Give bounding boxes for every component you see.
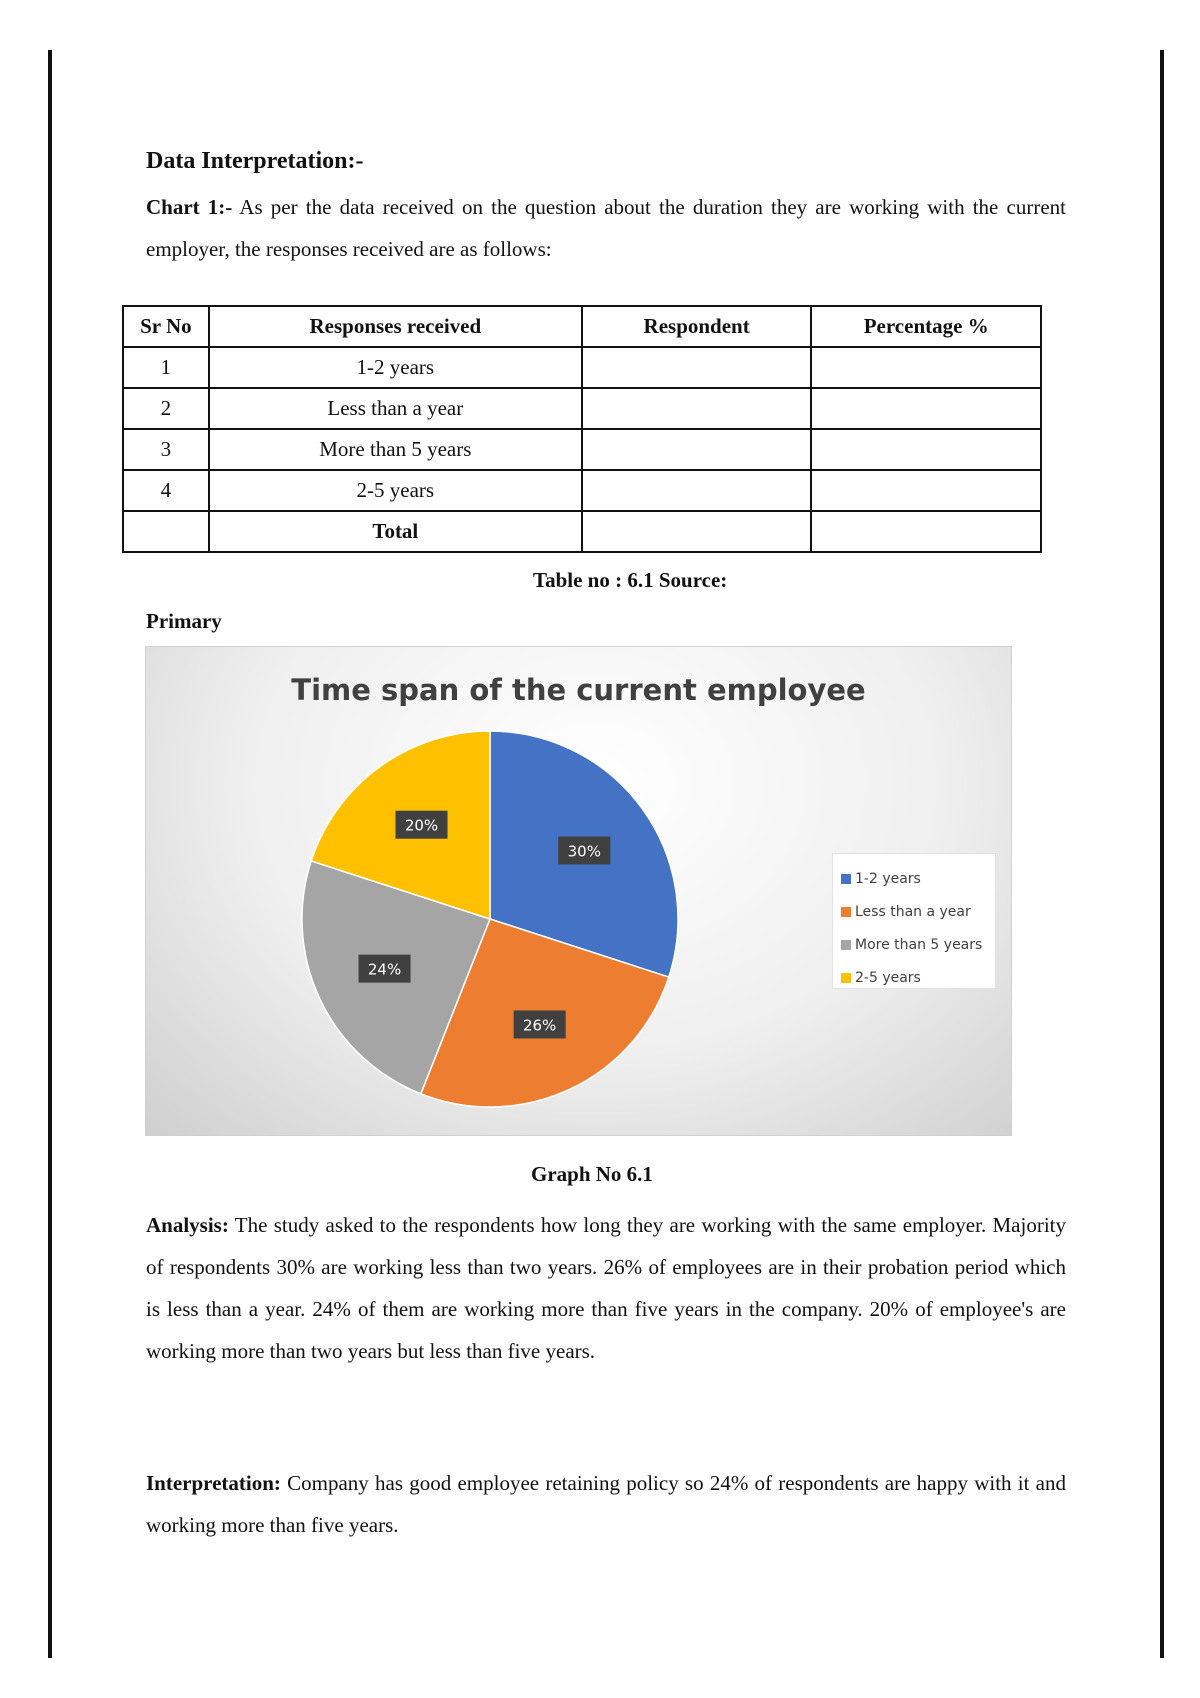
responses-table	[122, 305, 1042, 553]
table-total-row	[123, 511, 1041, 552]
legend-item	[833, 862, 995, 895]
graph-caption: Graph No 6.1	[531, 1162, 653, 1186]
chart-legend	[832, 853, 996, 989]
pie-chart	[145, 646, 1012, 1136]
analysis-label: Analysis:	[146, 1213, 229, 1237]
table-cell	[582, 347, 812, 388]
legend-item	[833, 928, 995, 961]
table-cell: 4	[123, 470, 209, 511]
table-row	[123, 429, 1041, 470]
table-header-cell: Sr No	[123, 306, 209, 347]
page-border-right	[1160, 50, 1164, 1658]
table-cell	[582, 429, 812, 470]
interpretation-label: Interpretation:	[146, 1471, 281, 1495]
chart-title: Time span of the current employee	[291, 673, 866, 707]
page-heading: Data Interpretation:-	[146, 148, 364, 174]
table-cell	[811, 511, 1041, 552]
table-cell	[811, 347, 1041, 388]
table-cell	[582, 470, 812, 511]
table-cell	[123, 511, 209, 552]
table-cell: 3	[123, 429, 209, 470]
legend-item	[833, 895, 995, 928]
table-cell: Less than a year	[209, 388, 582, 429]
table-cell: Total	[209, 511, 582, 552]
table-cell: 1	[123, 347, 209, 388]
table-header-cell: Percentage %	[811, 306, 1041, 347]
pie-data-label	[395, 811, 447, 839]
pie-data-label-text: 26%	[522, 1016, 557, 1035]
legend-label: 1-2 years	[855, 870, 921, 887]
intro-text: As per the data received on the question about the duration they are working with the current employer, the responses received are as follows:	[146, 195, 1066, 261]
interpretation-paragraph	[146, 1462, 1066, 1546]
pie-data-label-text: 20%	[404, 816, 439, 835]
intro-label: Chart 1:-	[146, 195, 233, 219]
table-cell	[582, 511, 812, 552]
table-cell: More than 5 years	[209, 429, 582, 470]
table-header-cell: Respondent	[582, 306, 812, 347]
intro-paragraph	[146, 186, 1066, 270]
analysis-text: The study asked to the respondents how long they are working with the same employer. Majority of respondents 30% are working less than two years. 26% of employees are in their probation period which is less than a year. 24% of them are working more than five years in the company. 20% of employee's are working more than two years but less than five years.	[146, 1213, 1066, 1363]
legend-swatch	[841, 874, 851, 884]
table-cell: 1-2 years	[209, 347, 582, 388]
legend-label: 2-5 years	[855, 969, 921, 986]
legend-item	[833, 961, 995, 994]
legend-swatch	[841, 973, 851, 983]
table-cell: 2-5 years	[209, 470, 582, 511]
legend-swatch	[841, 940, 851, 950]
table-cell	[811, 388, 1041, 429]
table-cell	[582, 388, 812, 429]
table-row	[123, 347, 1041, 388]
table-row	[123, 470, 1041, 511]
pie-data-label	[558, 836, 610, 864]
legend-swatch	[841, 907, 851, 917]
table-header-cell: Responses received	[209, 306, 582, 347]
page-border-left	[48, 50, 52, 1658]
pie-data-label-text: 30%	[567, 842, 601, 861]
legend-label: More than 5 years	[855, 936, 983, 953]
table-header-row	[123, 306, 1041, 347]
interpretation-text: Company has good employee retaining policy so 24% of respondents are happy with it and working more than five years.	[146, 1471, 1066, 1537]
table-caption: Table no : 6.1 Source:	[533, 568, 728, 592]
table-source: Primary	[146, 609, 222, 633]
table-cell	[811, 429, 1041, 470]
legend-label: Less than a year	[855, 903, 971, 920]
analysis-paragraph	[146, 1204, 1066, 1372]
table-row	[123, 388, 1041, 429]
table-cell	[811, 470, 1041, 511]
pie-data-label	[359, 955, 411, 983]
pie-data-label	[514, 1010, 566, 1038]
table-cell: 2	[123, 388, 209, 429]
pie-data-label-text: 24%	[367, 960, 402, 979]
